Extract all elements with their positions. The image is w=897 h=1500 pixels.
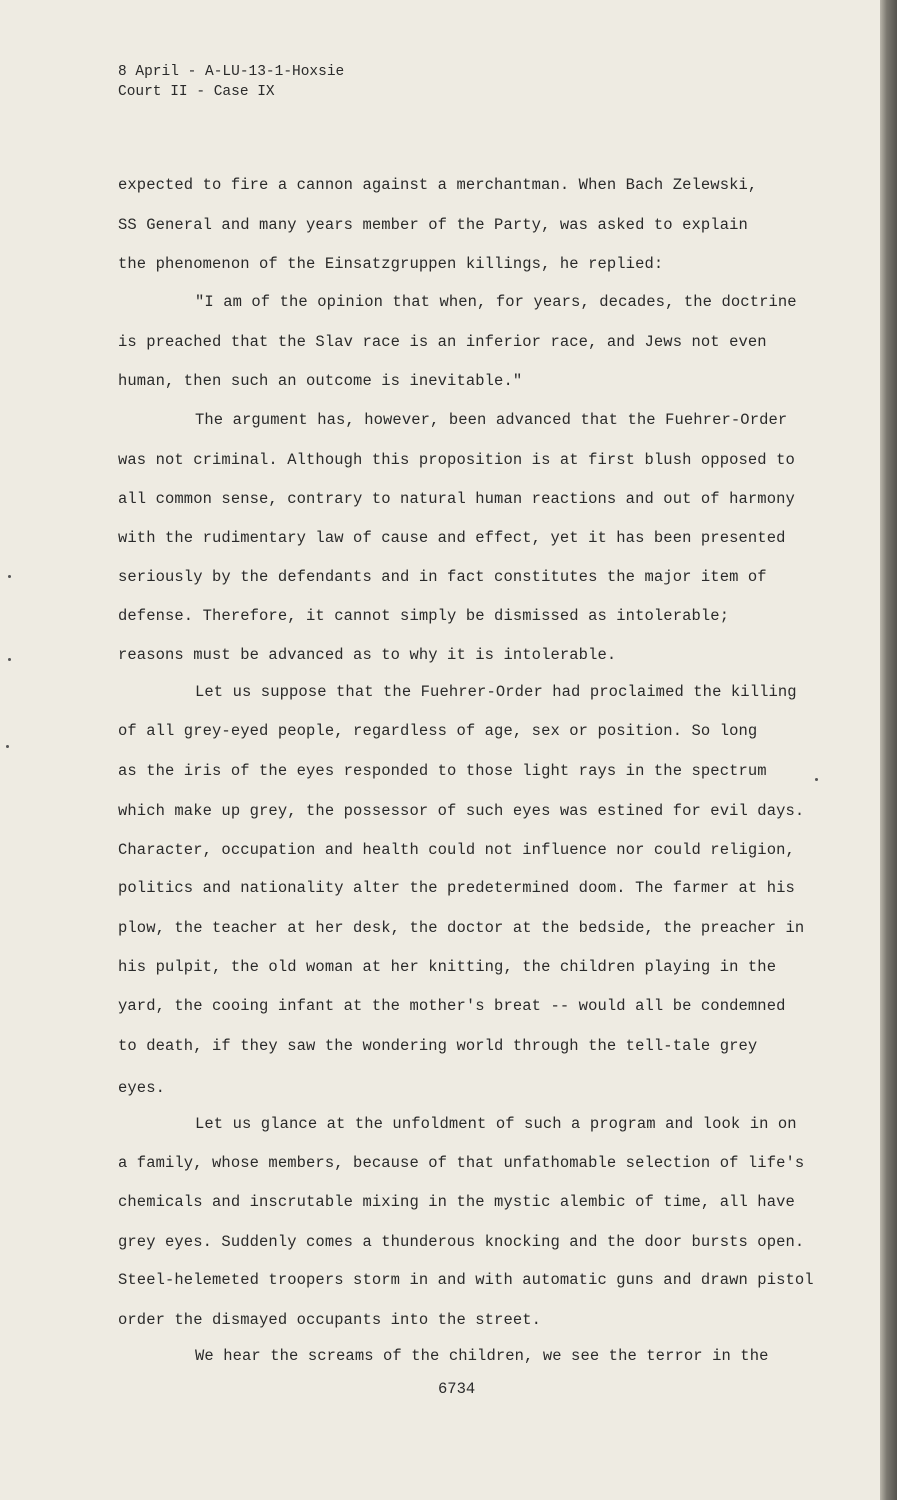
paper-speck [815, 778, 818, 781]
text-line: "I am of the opinion that when, for years, decades, the doctrine [195, 293, 797, 311]
document-header [118, 62, 344, 102]
text-line: seriously by the defendants and in fact constitutes the major item of [118, 568, 767, 586]
text-line: of all grey-eyed people, regardless of age, sex or position. So long [118, 722, 758, 740]
text-line: as the iris of the eyes responded to those light rays in the spectrum [118, 762, 767, 780]
text-line: expected to fire a cannon against a merchantman. When Bach Zelewski, [118, 176, 758, 194]
text-line: politics and nationality alter the predetermined doom. The farmer at his [118, 879, 795, 897]
text-line: yard, the cooing infant at the mother's breat -- would all be condemned [118, 997, 786, 1015]
text-line: The argument has, however, been advanced that the Fuehrer-Order [195, 411, 788, 429]
text-line: grey eyes. Suddenly comes a thunderous knocking and the door bursts open. [118, 1233, 805, 1251]
text-line: with the rudimentary law of cause and effect, yet it has been presented [118, 529, 786, 547]
header-date-reference: 8 April - A-LU-13-1-Hoxsie [118, 64, 345, 80]
text-line: chemicals and inscrutable mixing in the mystic alembic of time, all have [118, 1193, 795, 1211]
text-line: reasons must be advanced as to why it is intolerable. [118, 646, 617, 664]
paper-speck [8, 575, 11, 578]
text-line: Character, occupation and health could not influence nor could religion, [118, 841, 795, 859]
paper-speck [8, 658, 11, 661]
text-line: defense. Therefore, it cannot simply be dismissed as intolerable; [118, 607, 730, 625]
text-line: all common sense, contrary to natural human reactions and out of harmony [118, 490, 795, 508]
text-line: Let us glance at the unfoldment of such a program and look in on [195, 1115, 797, 1133]
text-line: to death, if they saw the wondering world through the tell-tale grey [118, 1037, 758, 1055]
paper-speck [6, 745, 9, 748]
text-line: SS General and many years member of the Party, was asked to explain [118, 216, 748, 234]
text-line: Steel-helemeted troopers storm in and with automatic guns and drawn pistol [118, 1271, 814, 1289]
text-line: the phenomenon of the Einsatzgruppen killings, he replied: [118, 255, 664, 273]
text-line: We hear the screams of the children, we see the terror in the [195, 1347, 769, 1365]
text-line: was not criminal. Although this proposition is at first blush opposed to [118, 451, 795, 469]
text-line: Let us suppose that the Fuehrer-Order had proclaimed the killing [195, 683, 797, 701]
text-line: is preached that the Slav race is an inferior race, and Jews not even [118, 333, 767, 351]
page-edge-shadow [880, 0, 897, 1500]
text-line: which make up grey, the possessor of such eyes was estined for evil days. [118, 802, 805, 820]
header-court-case: Court II - Case IX [118, 84, 275, 100]
page-number: 6734 [438, 1380, 476, 1398]
text-line: eyes. [118, 1079, 166, 1097]
text-line: order the dismayed occupants into the street. [118, 1311, 542, 1329]
text-line: his pulpit, the old woman at her knitting, the children playing in the [118, 958, 777, 976]
text-line: a family, whose members, because of that unfathomable selection of life's [118, 1154, 805, 1172]
text-line: plow, the teacher at her desk, the doctor at the bedside, the preacher in [118, 919, 805, 937]
text-line: human, then such an outcome is inevitable." [118, 372, 523, 390]
